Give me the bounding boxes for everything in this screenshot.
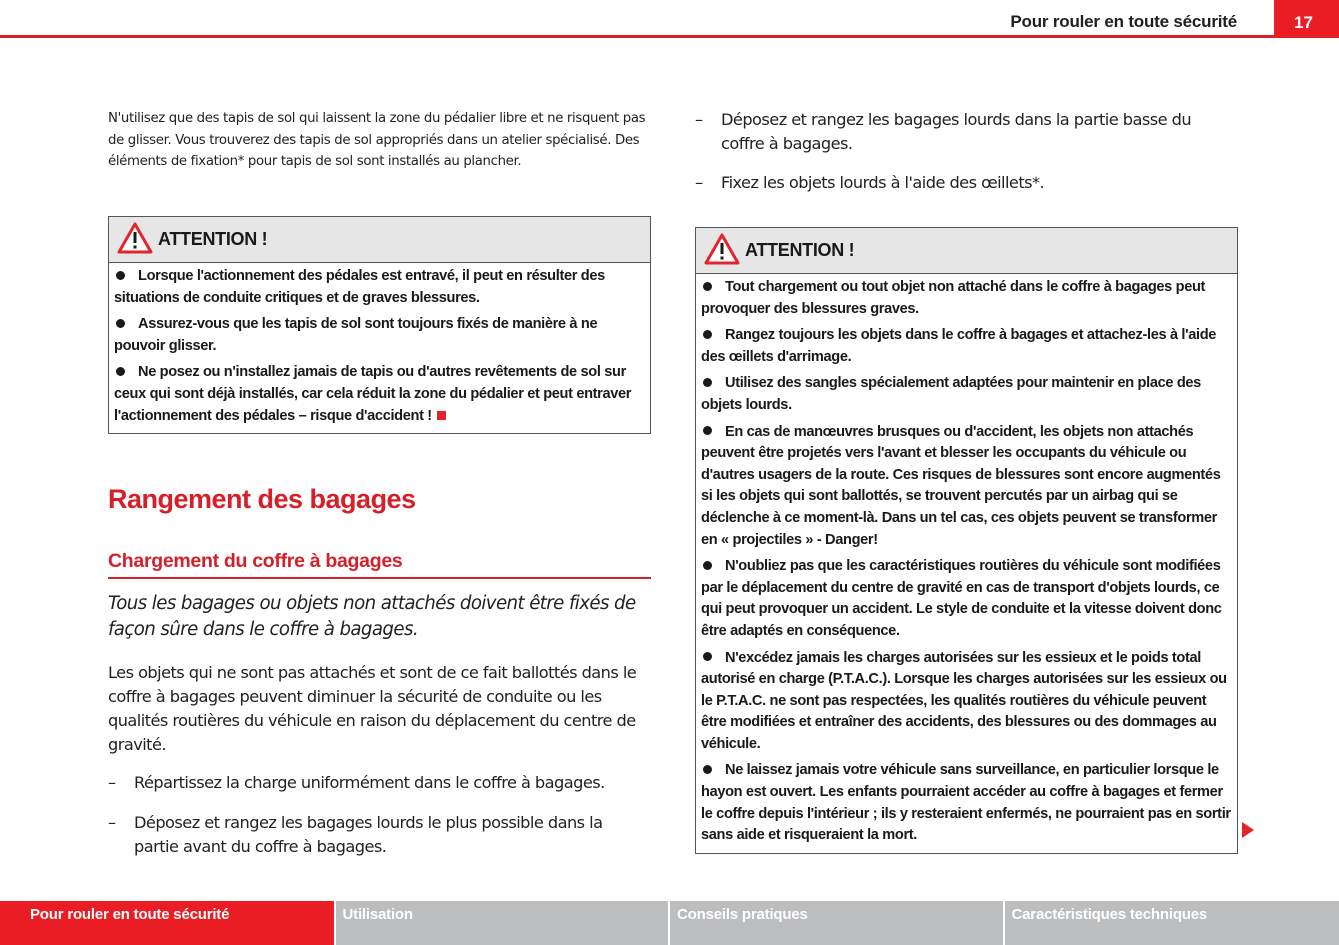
step-item: – Déposez et rangez les bagages lourds dans la partie basse du coffre à bagages. (695, 110, 1192, 153)
warning-item: Ne laissez jamais votre véhicule sans surveillance, en particulier lorsque le hayon est ouvert. Les enfants pourraient accéder au coffre à bagages et fermer le coffre depuis l'intérieur ; ils y resteraient enfermés, ne pourraient pas en sortir sans aide et risqueraient la mort. (701, 762, 1231, 844)
tab-utilisation[interactable]: Utilisation (336, 901, 669, 945)
warning-item: Assurez-vous que les tapis de sol sont toujours fixés de manière à ne pouvoir glisser. (114, 316, 598, 354)
subsection-rule (108, 577, 651, 579)
step-item: – Déposez et rangez les bagages lourds le plus possible dans la partie avant du coffre à bagages. (108, 813, 603, 856)
dash-icon: – (108, 773, 116, 792)
bullet-icon (703, 765, 712, 774)
warning-triangle-icon (117, 222, 153, 258)
continue-arrow-icon (1242, 822, 1254, 838)
bullet-icon (703, 330, 712, 339)
warning-box-floor-mats (108, 216, 651, 434)
step-item: – Fixez les objets lourds à l'aide des œillets*. (695, 171, 1238, 195)
bullet-icon (116, 319, 125, 328)
warning-item: Lorsque l'actionnement des pédales est entravé, il peut en résulter des situations de conduite critiques et de graves blessures. (114, 268, 605, 306)
footer-nav (0, 901, 1339, 945)
warning-body (696, 274, 1237, 853)
warning-triangle-icon (704, 233, 740, 269)
tab-pour-rouler-en-toute-securite[interactable]: Pour rouler en toute sécurité (0, 901, 334, 945)
dash-icon: – (108, 813, 116, 832)
lead-paragraph: Tous les bagages ou objets non attachés doivent être fixés de façon sûre dans le coffre à bagages. (108, 593, 636, 640)
warning-header (696, 228, 1237, 274)
warning-body (109, 263, 650, 433)
warning-item: N'oubliez pas que les caractéristiques routières du véhicule sont modifiées par le déplacement du centre de gravité en cas de transport d'objets lourds, ce qui peut provoquer un accident. Le style de conduite et la vitesse doivent donc être adaptés en conséquence. (701, 558, 1222, 639)
body-paragraph: Les objets qui ne sont pas attachés et sont de ce fait ballottés dans le coffre à bagages peuvent diminuer la sécurité de conduite ou les qualités routières du véhicule en raison du déplacement du centre de gravité. (108, 663, 637, 754)
warning-header (109, 217, 650, 263)
section-heading: Rangement des bagages (108, 484, 416, 514)
bullet-icon (703, 378, 712, 387)
warning-item: Rangez toujours les objets dans le coffre à bagages et attachez-les à l'aide des œillets d'arrimage. (701, 327, 1217, 365)
floor-mat-paragraph: N'utilisez que des tapis de sol qui laissent la zone du pédalier libre et ne risquent pas de glisser. Vous trouverez des tapis de sol appropriés dans un atelier spécialisé. Des éléments de fixation* pour tapis de sol sont installés au plancher. (108, 111, 646, 169)
header-section-title: Pour rouler en toute sécurité (1010, 12, 1237, 31)
header-rule (0, 35, 1274, 38)
dash-icon: – (695, 173, 703, 192)
warning-title: ATTENTION ! (745, 240, 855, 260)
warning-title: ATTENTION ! (158, 229, 268, 249)
bullet-icon (116, 271, 125, 280)
bullet-icon (116, 367, 125, 376)
warning-item: N'excédez jamais les charges autorisées sur les essieux et le poids total autorisé en charge (P.T.A.C.). Lorsque les charges autorisées sur les essieux ou le P.T.A.C. ne sont pas respectées, les qualités routières du véhicule peuvent être modifiées et entraîner des accidents, des blessures ou des dommages au véhicule. (701, 649, 1227, 752)
warning-box-luggage (695, 227, 1238, 854)
page-number: 17 (1274, 0, 1339, 38)
tab-caracteristiques-techniques[interactable]: Caractéristiques techniques (1005, 901, 1339, 945)
step-item: – Répartissez la charge uniformément dans le coffre à bagages. (108, 771, 651, 795)
warning-item: Tout chargement ou tout objet non attaché dans le coffre à bagages peut provoquer des blessures graves. (701, 279, 1206, 317)
warning-item: En cas de manœuvres brusques ou d'accident, les objets non attachés peuvent être projetés vers l'avant et blesser les occupants du véhicule ou d'autres usagers de la route. Ces risques de blessures sont encore augmentés si les objets qui sont ballottés, se trouvent percutés par un airbag qui se déclenche à ce moment-là. Dans un tel cas, ces objets peuvent se transformer en « projectiles » - Danger! (701, 423, 1221, 548)
warning-item: Ne posez ou n'installez jamais de tapis ou d'autres revêtements de sol sur ceux qui sont déjà installés, car cela réduit la zone du pédalier et peut entraver l'actionnement des pédales – risque d'accident ! (114, 364, 632, 424)
bullet-icon (703, 652, 712, 661)
end-of-section-icon (437, 411, 446, 420)
tab-conseils-pratiques[interactable]: Conseils pratiques (670, 901, 1003, 945)
dash-icon: – (695, 110, 703, 129)
bullet-icon (703, 282, 712, 291)
warning-item: Utilisez des sangles spécialement adaptées pour maintenir en place des objets lourds. (701, 375, 1201, 413)
subsection-heading: Chargement du coffre à bagages (108, 550, 403, 572)
bullet-icon (703, 561, 712, 570)
bullet-icon (703, 426, 712, 435)
